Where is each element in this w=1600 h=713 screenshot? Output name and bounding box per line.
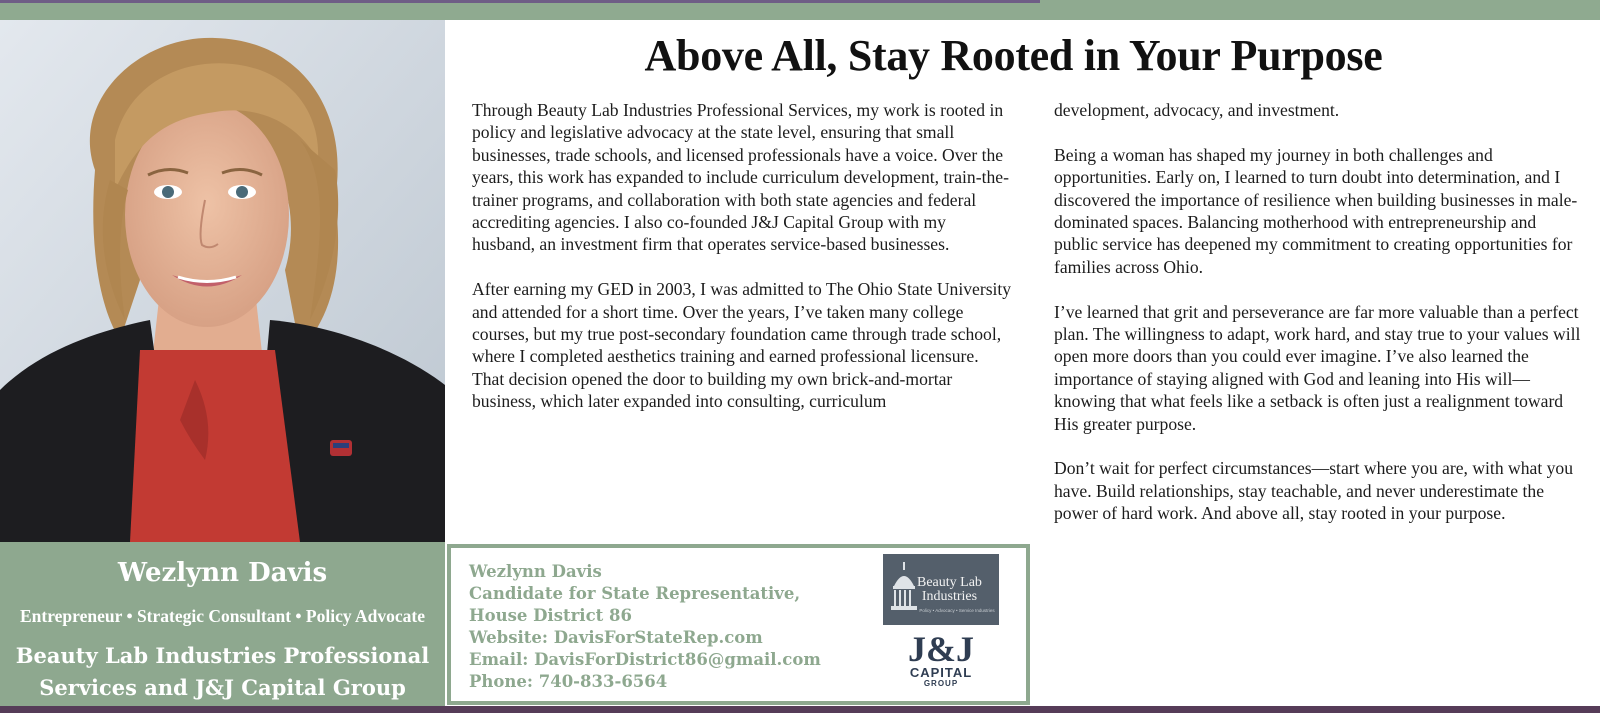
jj-group-word: GROUP — [923, 679, 959, 688]
capitol-dome-icon — [887, 554, 921, 625]
portrait-photo — [0, 20, 445, 542]
profile-panel — [0, 542, 445, 706]
jj-capital-logo — [883, 629, 999, 689]
article-paragraph: Don’t wait for perfect circumstances—start where you are, with what you have. Build relationships, stay teachable, and never underestimate the power of hard work. And above all, stay rooted in your purpose. — [1054, 458, 1573, 524]
profile-org-line2: Services and J&J Capital Group — [39, 675, 406, 700]
top-accent-line — [0, 0, 1040, 3]
beauty-lab-tagline: Policy • Advocacy • Service Industries — [919, 608, 995, 613]
article-paragraph: I’ve learned that grit and perseverance are far more valuable than a perfect plan. The willingness to adapt, work hard, and stay true to your values will open more doors than you could ever imagine. I’ve also learned the importance of staying aligned with God and leaning into His will—knowing that what feels like a setback is often just a realignment toward His greater purpose. — [1054, 301, 1581, 434]
contact-box — [447, 544, 1030, 705]
jj-mark: J&J — [908, 629, 974, 669]
profile-organizations — [10, 640, 435, 704]
article-headline: Above All, Stay Rooted in Your Purpose — [644, 31, 1383, 80]
article-paragraph: Through Beauty Lab Industries Professional Services, my work is rooted in policy and legislative advocacy at the state level, ensuring that small businesses, trade schools, and licensed professionals have a voice. Over the years, this work has expanded to include curriculum development, train-the-trainer programs, and collaboration with both state agencies and federal accrediting agencies. I also co-founded J&J Capital Group with my husband, an investment firm that operates service-based businesses. — [472, 100, 1009, 255]
jj-capital-word: CAPITAL — [909, 665, 973, 680]
article-paragraph: After earning my GED in 2003, I was admitted to The Ohio State University and attended for a short time. Over the years, I’ve taken many college courses, but my true post-secondary foundation came through trade school, where I completed aesthetics training and earned professional licensure. That decision opened the door to building my own brick-and-mortar business, which later expanded into consulting, curriculum — [472, 279, 1012, 412]
bottom-accent-bar — [0, 706, 1600, 713]
contact-name: Wezlynn Davis — [469, 562, 602, 581]
article-paragraph: development, advocacy, and investment. — [1054, 100, 1340, 120]
profile-org-line1: Beauty Lab Industries Professional — [15, 643, 430, 668]
contact-details — [469, 561, 821, 693]
contact-website: Website: DavisForStateRep.com — [469, 628, 763, 647]
article-column-left — [472, 99, 1012, 435]
beauty-lab-wordmark — [917, 576, 982, 604]
article-paragraph: Being a woman has shaped my journey in both challenges and opportunities. Early on, I learned to turn doubt into determination, and I discovered the importance of resilience when building businesses in male-dominated spaces. Balancing motherhood with entrepreneurship and public service has deepened my commitment to creating opportunities for families across Ohio. — [1054, 144, 1578, 277]
beauty-lab-logo — [883, 554, 999, 625]
beauty-lab-line1: Beauty Lab — [917, 575, 982, 590]
beauty-lab-line2: Industries — [921, 589, 978, 604]
top-accent-bar — [0, 0, 1600, 20]
profile-roles: Entrepreneur • Strategic Consultant • Policy Advocate — [19, 606, 425, 626]
profile-name: Wezlynn Davis — [117, 558, 328, 588]
contact-title-line1: Candidate for State Representative, — [469, 584, 801, 603]
article-column-right — [1054, 99, 1582, 547]
contact-email: Email: DavisForDistrict86@gmail.com — [469, 650, 821, 669]
contact-phone: Phone: 740-833-6564 — [469, 672, 668, 691]
contact-title-line2: House District 86 — [469, 606, 632, 625]
portrait-illustration — [0, 20, 445, 542]
right-margin — [1582, 20, 1600, 713]
